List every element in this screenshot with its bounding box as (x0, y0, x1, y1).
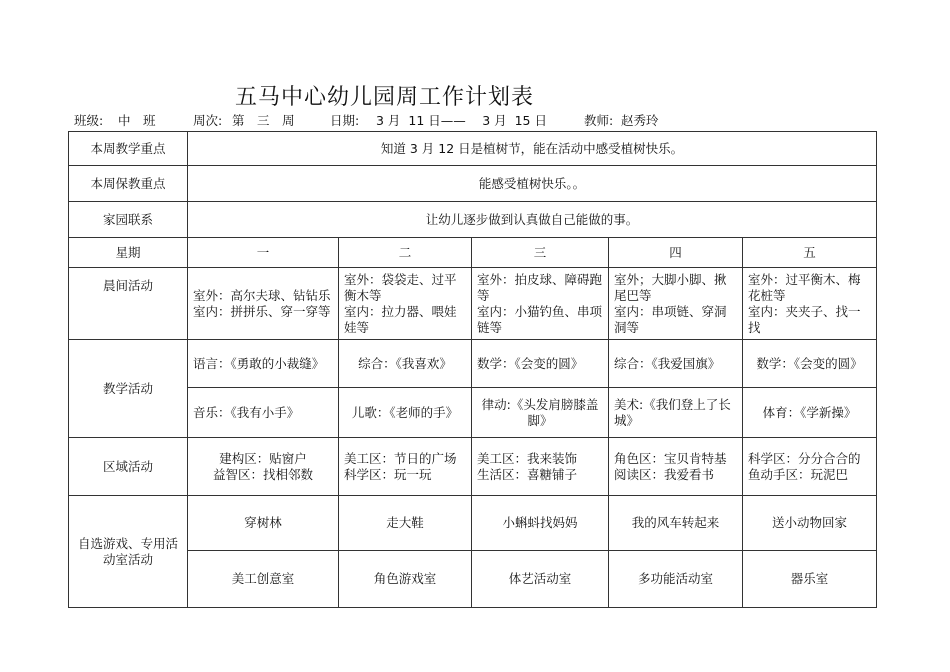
morning-activity-row (69, 268, 877, 340)
class-value: 中 班 (118, 113, 156, 128)
morning-activity-label: 晨间活动 (69, 268, 188, 340)
care-focus-value: 能感受植树快乐。。 (188, 166, 877, 202)
area-activity-row (69, 438, 877, 496)
teaching-focus-value: 知道 3 月 12 日是植树节，能在活动中感受植树快乐。 (188, 132, 877, 166)
cell-line: 室内：夹夹子、找一找 (748, 303, 861, 335)
cell-line: 动室活动 (102, 551, 153, 567)
area-cell-2 (339, 438, 472, 496)
teaching-cell-2-2: 儿歌：《老师的手》 (339, 388, 472, 438)
free-cell-1-2: 走大鞋 (339, 496, 472, 551)
area-cell-1 (188, 438, 339, 496)
free-cell-2-3: 体艺活动室 (472, 551, 609, 608)
weekday-1: 一 (188, 238, 339, 268)
free-cell-2-5: 器乐室 (743, 551, 877, 608)
area-cell-5 (743, 438, 877, 496)
home-contact-value: 让幼儿逐步做到认真做自己能做的事。 (188, 202, 877, 238)
cell-line: 科学区：分分合合的 (748, 450, 861, 466)
free-cell-2-1: 美工创意室 (188, 551, 339, 608)
morning-cell-1 (188, 268, 339, 340)
class-label: 班级: (74, 113, 104, 128)
cell-line: 室内：拉力器、喂娃娃等 (344, 303, 457, 335)
teaching-cell-2-4: 美术:《我们登上了长城》 (609, 388, 743, 438)
home-contact-row (69, 202, 877, 238)
weekday-2: 二 (339, 238, 472, 268)
teaching-cell-1-4: 综合：《我爱国旗》 (609, 340, 743, 388)
cell-line: 室外：袋袋走、过平衡木等 (344, 271, 457, 303)
free-activity-row-2 (69, 551, 877, 608)
teaching-cell-2-5: 体育：《学新操》 (743, 388, 877, 438)
free-cell-1-4: 我的风车转起来 (609, 496, 743, 551)
free-activity-label (69, 496, 188, 608)
teaching-cell-2-3: 律动:《头发肩膀膝盖脚》 (472, 388, 609, 438)
cell-line: 阅读区：我爱看书 (614, 466, 715, 482)
free-cell-1-5: 送小动物回家 (743, 496, 877, 551)
cell-line: 室外：过平衡木、梅花桩等 (748, 271, 861, 303)
cell-line: 角色区：宝贝肯特基 (614, 450, 727, 466)
cell-line: 室内：拼拼乐、穿一穿等 (193, 303, 331, 319)
cell-line: 益智区：找相邻数 (212, 466, 313, 482)
teaching-activity-row-1 (69, 340, 877, 388)
cell-line: 室外：拍皮球、障碍跑等 (477, 271, 603, 303)
cell-line: 室外；大脚小脚、揪尾巴等 (614, 271, 727, 303)
morning-cell-3 (472, 268, 609, 340)
week-value: 第 三 周 (232, 113, 295, 128)
date-label: 日期: (330, 113, 360, 128)
cell-line: 室外：高尔夫球、钻钻乐 (193, 287, 331, 303)
area-cell-3 (472, 438, 609, 496)
free-cell-1-3: 小蝌蚪找妈妈 (472, 496, 609, 551)
care-focus-label: 本周保教重点 (69, 166, 188, 202)
weekday-3: 三 (472, 238, 609, 268)
teaching-focus-row (69, 132, 877, 166)
date-value: 3 月 11 日—— 3 月 15 日 (376, 113, 547, 128)
teaching-cell-1-1: 语言：《勇敢的小裁缝》 (188, 340, 339, 388)
free-cell-1-1: 穿树林 (188, 496, 339, 551)
cell-line: 自选游戏、专用活 (77, 535, 178, 551)
week-label: 周次: (193, 113, 223, 128)
teaching-cell-1-5: 数学：《会变的圆》 (743, 340, 877, 388)
teaching-activity-label: 教学活动 (69, 340, 188, 438)
area-cell-4 (609, 438, 743, 496)
cell-line: 科学区：玩一玩 (344, 466, 432, 482)
cell-line: 美工区：我来装饰 (477, 450, 578, 466)
teaching-cell-2-1: 音乐：《我有小手》 (188, 388, 339, 438)
free-cell-2-2: 角色游戏室 (339, 551, 472, 608)
home-contact-label: 家园联系 (69, 202, 188, 238)
teaching-activity-row-2 (69, 388, 877, 438)
morning-cell-5 (743, 268, 877, 340)
free-cell-2-4: 多功能活动室 (609, 551, 743, 608)
cell-line: 室内：串项链、穿洞洞等 (614, 303, 727, 335)
weekday-4: 四 (609, 238, 743, 268)
cell-line: 生活区：喜糖铺子 (477, 466, 578, 482)
cell-line: 美工区：节日的广场 (344, 450, 457, 466)
weekday-label: 星期 (69, 238, 188, 268)
weekday-header-row (69, 238, 877, 268)
area-activity-label: 区域活动 (69, 438, 188, 496)
weekday-5: 五 (743, 238, 877, 268)
teaching-cell-1-3: 数学：《会变的圆》 (472, 340, 609, 388)
teaching-focus-label: 本周教学重点 (69, 132, 188, 166)
morning-cell-2 (339, 268, 472, 340)
morning-cell-4 (609, 268, 743, 340)
teacher-value: 赵秀玲 (621, 113, 659, 128)
cell-line: 鱼动手区：玩泥巴 (748, 466, 849, 482)
page-title: 五马中心幼儿园周工作计划表 (235, 85, 535, 110)
weekly-plan-table (68, 131, 877, 608)
teaching-cell-1-2: 综合：《我喜欢》 (339, 340, 472, 388)
cell-line: 室内：小猫钓鱼、串项链等 (477, 303, 603, 335)
care-focus-row (69, 166, 877, 202)
teacher-label: 教师: (584, 113, 614, 128)
free-activity-row-1 (69, 496, 877, 551)
cell-line: 建构区：贴窗户 (219, 450, 307, 466)
